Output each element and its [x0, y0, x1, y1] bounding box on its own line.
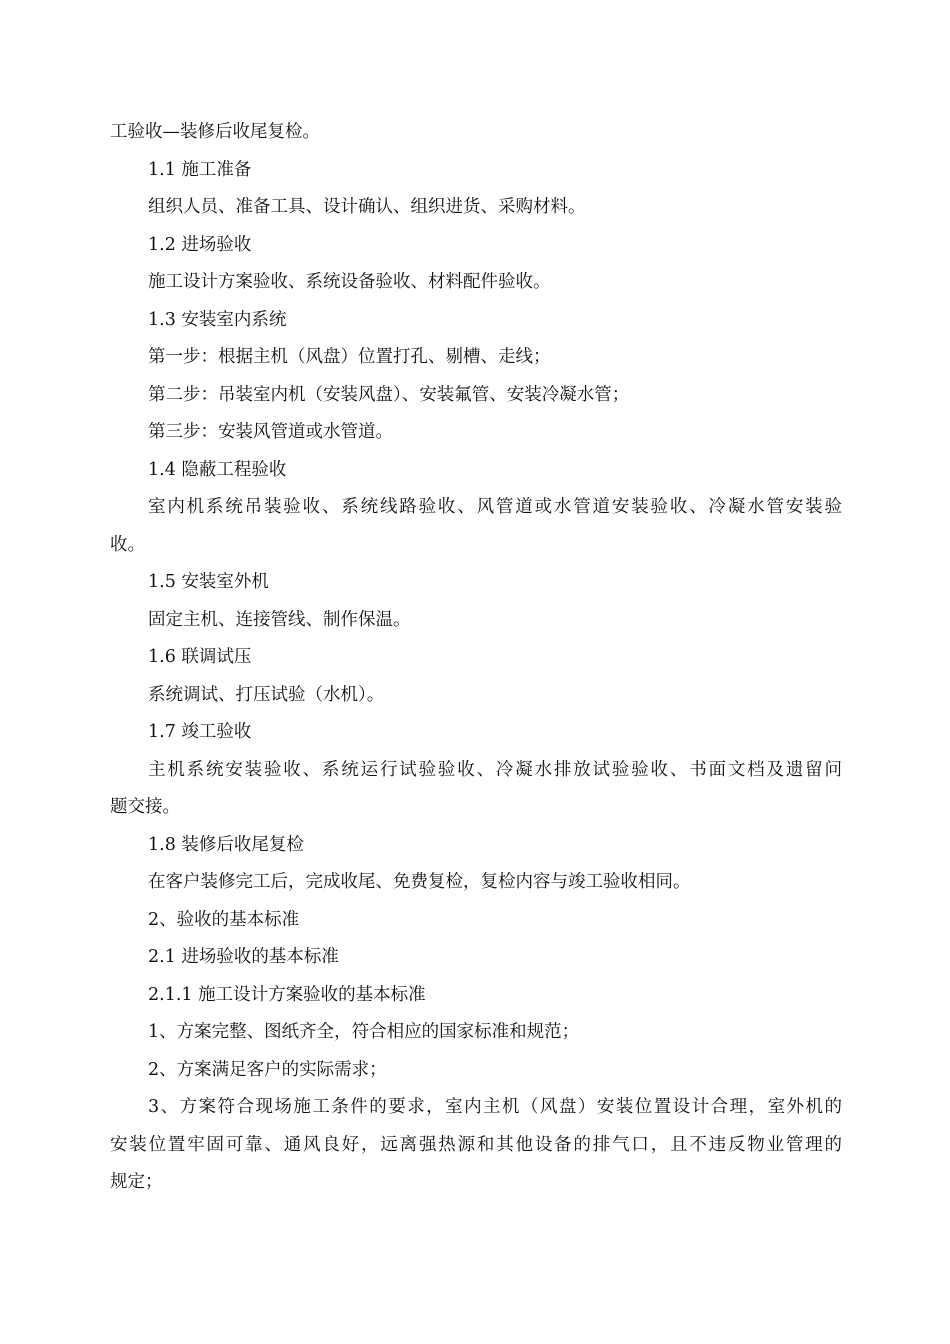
section-heading-1-3: 1.3 安装室内系统 — [148, 309, 287, 330]
section-heading-1-6: 1.6 联调试压 — [148, 647, 252, 667]
document-body — [110, 114, 842, 1202]
text-line: 第三步：安装风管道或水管道。 — [148, 422, 393, 442]
text-line: 规定； — [110, 1172, 163, 1192]
text-line: 收。 — [110, 534, 145, 555]
text-line: 系统调试、打压试验（水机）。 — [148, 684, 385, 705]
list-item: 1、方案完整、图纸齐全，符合相应的国家标准和规范； — [148, 1022, 580, 1042]
text-line: 主机系统安装验收、系统运行试验验收、冷凝水排放试验验收、书面文档及遗留问 — [148, 759, 842, 780]
text-line: 固定主机、连接管线、制作保温。 — [148, 609, 411, 630]
text-line: 第二步：吊装室内机（安装风盘）、安装氟管、安装冷凝水管； — [148, 384, 630, 405]
text-line: 工验收—装修后收尾复检。 — [110, 122, 320, 142]
section-heading-2-1-1: 2.1.1 施工设计方案验收的基本标准 — [148, 984, 426, 1005]
section-heading-1-4: 1.4 隐蔽工程验收 — [148, 459, 287, 480]
text-line: 安装位置牢固可靠、通风良好，远离强热源和其他设备的排气口，且不违反物业管理的 — [110, 1134, 842, 1155]
list-item: 3、方案符合现场施工条件的要求，室内主机（风盘）安装位置设计合理，室外机的 — [148, 1097, 842, 1117]
list-item: 2、方案满足客户的实际需求； — [148, 1059, 387, 1080]
text-line: 室内机系统吊装验收、系统线路验收、风管道或水管道安装验收、冷凝水管安装验 — [148, 497, 842, 517]
section-heading-1-8: 1.8 装修后收尾复检 — [148, 834, 304, 855]
text-line: 组织人员、准备工具、设计确认、组织进货、采购材料。 — [148, 197, 586, 217]
section-heading-2: 2、验收的基本标准 — [148, 909, 300, 930]
text-line: 施工设计方案验收、系统设备验收、材料配件验收。 — [148, 272, 551, 292]
text-line: 在客户装修完工后，完成收尾、免费复检，复检内容与竣工验收相同。 — [148, 872, 691, 892]
text-line: 题交接。 — [110, 797, 180, 817]
section-heading-2-1: 2.1 进场验收的基本标准 — [148, 947, 339, 967]
section-heading-1-1: 1.1 施工准备 — [148, 159, 252, 180]
section-heading-1-2: 1.2 进场验收 — [148, 234, 252, 255]
section-heading-1-7: 1.7 竣工验收 — [148, 722, 252, 742]
section-heading-1-5: 1.5 安装室外机 — [148, 572, 269, 592]
text-line: 第一步：根据主机（风盘）位置打孔、剔槽、走线； — [148, 347, 551, 367]
